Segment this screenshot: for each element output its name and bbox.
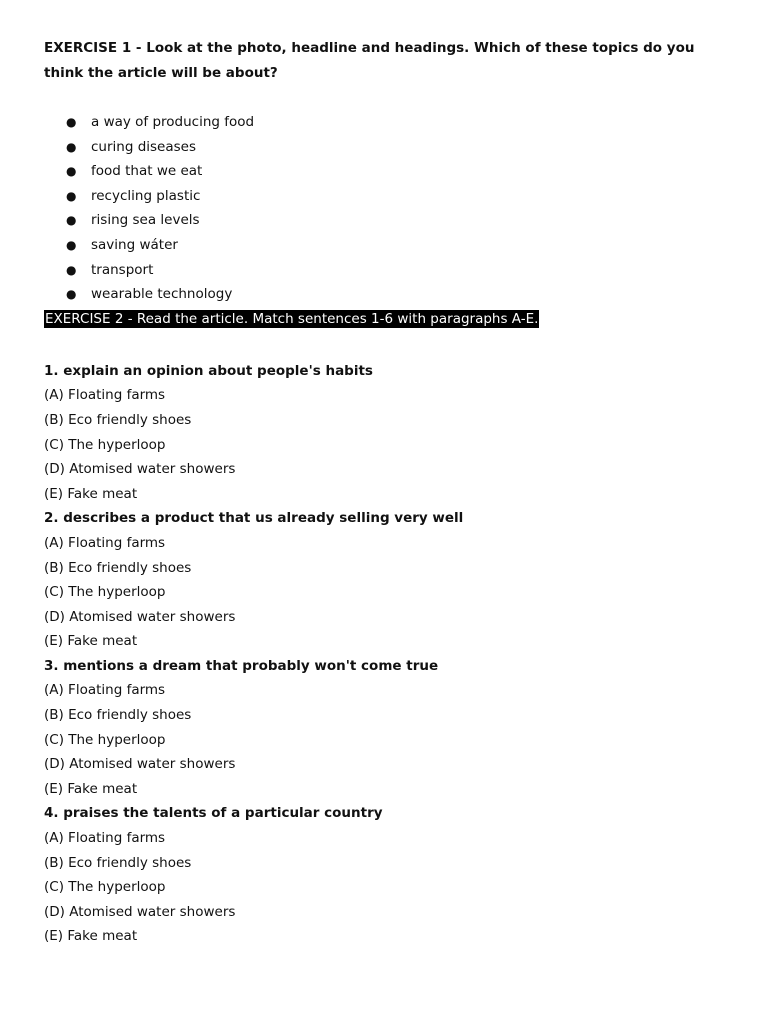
answer-option: (A) Floating farms	[44, 830, 166, 847]
answer-option: (D) Atomised water showers	[44, 608, 236, 625]
bullet-icon: ●	[66, 115, 77, 129]
question-block	[44, 506, 734, 654]
answer-option: (E) Fake meat	[44, 633, 138, 650]
question-title: 1. explain an opinion about people's habits	[44, 362, 373, 379]
answer-option: (B) Eco friendly shoes	[44, 559, 192, 576]
question-block	[44, 359, 734, 507]
question-list	[44, 359, 734, 949]
topic-label: recycling plastic	[91, 187, 201, 204]
question-title: 3. mentions a dream that probably won't come true	[44, 657, 439, 674]
question-title: 2. describes a product that us already selling very well	[44, 510, 464, 527]
answer-option: (A) Floating farms	[44, 534, 166, 551]
answer-option: (E) Fake meat	[44, 485, 138, 502]
answer-option: (D) Atomised water showers	[44, 461, 236, 478]
question-title: 4. praises the talents of a particular country	[44, 805, 383, 822]
topic-item	[66, 282, 734, 307]
answer-option: (D) Atomised water showers	[44, 756, 236, 773]
topic-label: curing diseases	[91, 138, 197, 155]
answer-option: (E) Fake meat	[44, 928, 138, 945]
topic-item	[66, 233, 734, 258]
topic-label: transport	[91, 261, 154, 278]
answer-option: (C) The hyperloop	[44, 731, 166, 748]
topic-label: rising sea levels	[91, 212, 200, 229]
document-page	[44, 36, 734, 949]
answer-option: (C) The hyperloop	[44, 436, 166, 453]
answer-option: (C) The hyperloop	[44, 879, 166, 896]
exercise-2-title: EXERCISE 2 - Read the article. Match sentences 1-6 with paragraphs A-E.	[45, 310, 539, 327]
answer-option: (B) Eco friendly shoes	[44, 707, 192, 724]
question-block	[44, 801, 734, 949]
bullet-icon: ●	[66, 139, 77, 154]
answer-option: (C) The hyperloop	[44, 584, 166, 601]
answer-option: (A) Floating farms	[44, 682, 166, 699]
topic-label: food that we eat	[91, 163, 203, 180]
topic-item	[66, 208, 734, 233]
bullet-icon: ●	[66, 262, 77, 277]
bullet-icon: ●	[66, 164, 77, 179]
topic-item	[66, 258, 734, 283]
topic-label: a way of producing food	[91, 114, 255, 130]
answer-option: (A) Floating farms	[44, 387, 166, 404]
topic-item	[66, 159, 734, 184]
topic-item	[66, 135, 734, 160]
topic-list	[44, 110, 734, 307]
topic-label: saving wáter	[91, 236, 178, 253]
exercise-1-prompt: EXERCISE 1 - Look at the photo, headline and headings. Which of these topics do you think the article will be about?	[44, 40, 695, 81]
topic-item	[66, 184, 734, 209]
topic-label: wearable technology	[91, 286, 233, 303]
answer-option: (B) Eco friendly shoes	[44, 411, 192, 428]
bullet-icon: ●	[66, 237, 77, 252]
bullet-icon: ●	[66, 213, 77, 228]
bullet-icon: ●	[66, 287, 77, 302]
topic-item	[66, 110, 734, 135]
bullet-icon: ●	[66, 188, 77, 203]
answer-option: (D) Atomised water showers	[44, 903, 236, 920]
question-block	[44, 654, 734, 802]
answer-option: (E) Fake meat	[44, 780, 138, 797]
answer-option: (B) Eco friendly shoes	[44, 854, 192, 871]
